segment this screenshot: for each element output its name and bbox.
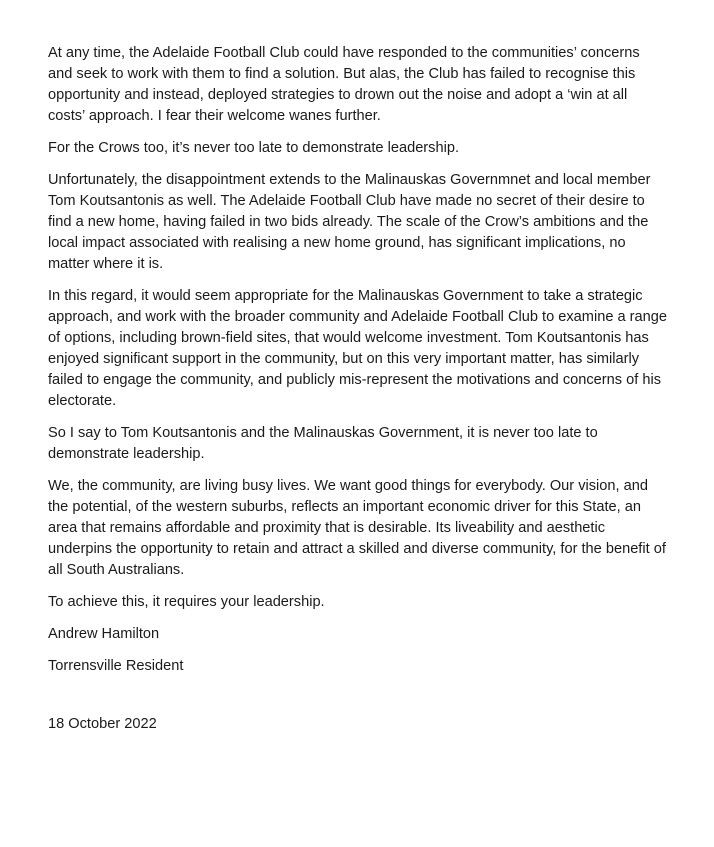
paragraph-requires-leadership: To achieve this, it requires your leadership. bbox=[48, 594, 325, 610]
signature-title: Torrensville Resident bbox=[48, 658, 184, 674]
paragraph-crows-concerns: At any time, the Adelaide Football Club could have responded to the communities’ concerns and seek to work with them to find a solution. But alas, the Club has failed to recognise this opportunity and instead, deployed strategies to drown out the noise and adopt a ‘win at all costs’ approach. I fear their welcome wanes further. bbox=[48, 45, 640, 124]
paragraph-government-disappointment: Unfortunately, the disappointment extends to the Malinauskas Governmnet and local member Tom Koutsantonis as well. The Adelaide Football Club have made no secret of their desire to find a new home, having failed in two bids already. The scale of the Crow’s ambitions and the local impact associated with realising a new home ground, has significant implications, no matter where it is. bbox=[48, 172, 651, 272]
paragraph-community-vision: We, the community, are living busy lives. We want good things for everybody. Our vision, and the potential, of the western suburbs, reflects an important economic driver for this State, an area that remains affordable and proximity that is desirable. Its liveability and aesthetic underpins the opportunity to retain and attract a skilled and diverse community, for the benefit of all South Australians. bbox=[48, 478, 666, 578]
paragraph-crows-leadership: For the Crows too, it’s never too late to demonstrate leadership. bbox=[48, 140, 459, 156]
signature-name: Andrew Hamilton bbox=[48, 626, 160, 642]
paragraph-strategic-approach: In this regard, it would seem appropriate for the Malinauskas Government to take a strategic approach, and work with the broader community and Adelaide Football Club to examine a range of options, including brown-field sites, that would welcome investment. Tom Koutsantonis has enjoyed significant support in the community, but on this very important matter, has similarly failed to engage the community, and publicly mis-represent the motivations and concerns of his electorate. bbox=[48, 288, 667, 409]
letter-date: 18 October 2022 bbox=[48, 716, 157, 732]
letter-body bbox=[48, 43, 668, 746]
paragraph-government-leadership: So I say to Tom Koutsantonis and the Malinauskas Government, it is never too late to demonstrate leadership. bbox=[48, 425, 598, 462]
